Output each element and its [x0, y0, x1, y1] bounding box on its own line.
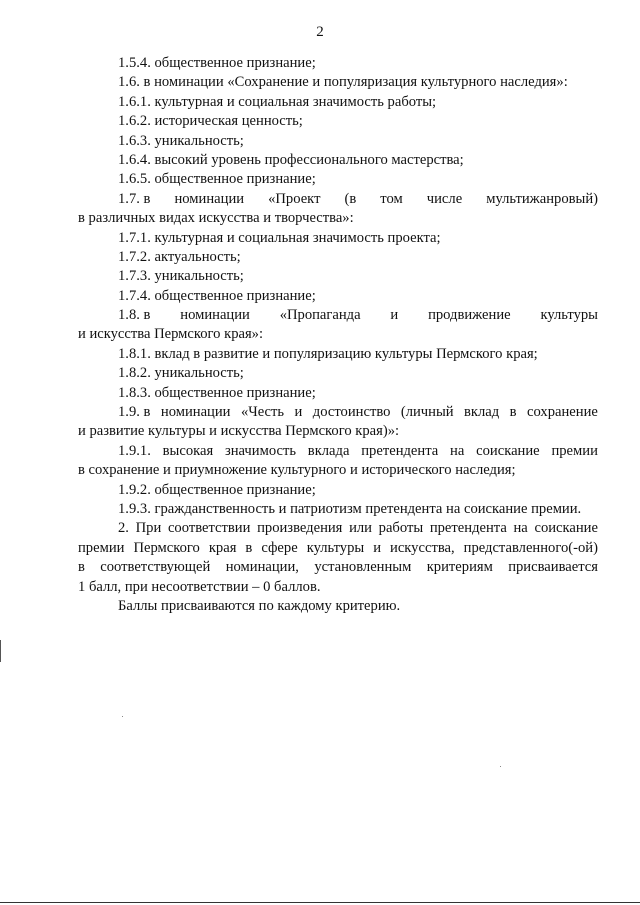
text-line: в сохранение и приумножение культурного и исторического наследия; [78, 462, 516, 479]
text-line: 1 балл, при несоответствии – 0 баллов. [78, 578, 321, 595]
word: 2. [118, 520, 129, 537]
word: «Пропаганда [279, 307, 361, 324]
word: края [208, 539, 237, 556]
justified-line [78, 403, 598, 422]
document-body [78, 54, 598, 616]
word: вклад [464, 404, 500, 421]
text-line: в различных видах искусства и творчества»: [78, 210, 354, 227]
page-number: 2 [316, 24, 324, 40]
word: сохранение [527, 404, 598, 421]
word: номинации [160, 404, 231, 421]
justified-line [78, 306, 598, 325]
word: Пермского [133, 539, 200, 556]
text-line: 1.8.1. вклад в развитие и популяризацию культуры Пермского края; [118, 345, 538, 362]
word: номинации [174, 190, 245, 207]
word: (личный [400, 404, 454, 421]
word: номинации [180, 307, 250, 324]
text-line: 1.6.5. общественное признание; [118, 171, 316, 188]
justified-line [78, 442, 598, 461]
word: числе [426, 190, 463, 207]
text-line: 1.6. в номинации «Сохранение и популяризация культурного наследия»: [118, 74, 568, 91]
word: соответствии [167, 520, 251, 537]
word: 1.9. в [118, 404, 151, 421]
word: и [390, 307, 399, 324]
justified-line [78, 519, 598, 538]
word: высокая [162, 442, 214, 459]
word: претендента [361, 442, 439, 459]
word: и [294, 404, 303, 421]
scan-edge-mark [0, 640, 1, 662]
justified-line [78, 558, 598, 577]
scan-speck [500, 766, 501, 767]
justified-line [78, 539, 598, 558]
text-line: 1.8.3. общественное признание; [118, 384, 316, 401]
text-line: 1.9.2. общественное признание; [118, 481, 316, 498]
word: искусства, [390, 539, 455, 556]
word: присваивается [508, 559, 598, 576]
word: культуры [306, 539, 365, 556]
word: и [373, 539, 382, 556]
word: значимость [224, 442, 296, 459]
word: достоинство [312, 404, 391, 421]
text-line: и развитие культуры и искусства Пермского края)»: [78, 423, 400, 440]
word: номинации, [225, 559, 299, 576]
text-line: Баллы присваиваются по каждому критерию. [118, 597, 401, 614]
word: продвижение [428, 307, 511, 324]
word: работы [378, 520, 424, 537]
text-line: 1.6.1. культурная и социальная значимость работы; [118, 93, 437, 110]
scan-speck [122, 716, 123, 717]
word: в [509, 404, 517, 421]
word: сфере [261, 539, 298, 556]
word: в [78, 559, 85, 576]
word: критериям [426, 559, 493, 576]
word: претендента [429, 520, 507, 537]
word: на [450, 442, 465, 459]
word: вклада [307, 442, 350, 459]
word: соискание [534, 520, 598, 537]
word: произведения [257, 520, 343, 537]
text-line: 1.7.1. культурная и социальная значимость проекта; [118, 229, 441, 246]
word: соискание [476, 442, 540, 459]
word: премии [78, 539, 125, 556]
scan-bottom-edge [0, 902, 640, 903]
word: мультижанровый) [486, 190, 598, 207]
text-line: 1.5.4. общественное признание; [118, 55, 316, 71]
text-line: 1.7.2. актуальность; [118, 248, 241, 265]
word: культуры [540, 307, 598, 324]
text-line: 1.6.3. уникальность; [118, 132, 244, 149]
text-line: 1.7.4. общественное признание; [118, 287, 316, 304]
word: установленным [314, 559, 412, 576]
text-line: 1.6.2. историческая ценность; [118, 113, 303, 130]
text-line: 1.9.3. гражданственность и патриотизм претендента на соискание премии. [118, 500, 582, 517]
word: 1.9.1. [118, 442, 151, 459]
text-line: 1.6.4. высокий уровень профессионального мастерства; [118, 151, 464, 168]
word: в [245, 539, 253, 556]
text-line: 1.7.3. уникальность; [118, 268, 244, 285]
word: соответствующей [100, 559, 211, 576]
word: «Честь [240, 404, 285, 421]
word: 1.8. в [118, 307, 151, 324]
text-line: 1.8.2. уникальность; [118, 365, 244, 382]
justified-line [78, 190, 598, 209]
word: При [135, 520, 162, 537]
word: на [513, 520, 528, 537]
word: «Проект [268, 190, 321, 207]
word: том [380, 190, 403, 207]
word: представленного(-ой) [463, 539, 598, 556]
word: (в [344, 190, 357, 207]
word: или [349, 520, 372, 537]
word: премии [551, 442, 598, 459]
word: 1.7. в [118, 190, 151, 207]
text-line: и искусства Пермского края»: [78, 326, 264, 343]
